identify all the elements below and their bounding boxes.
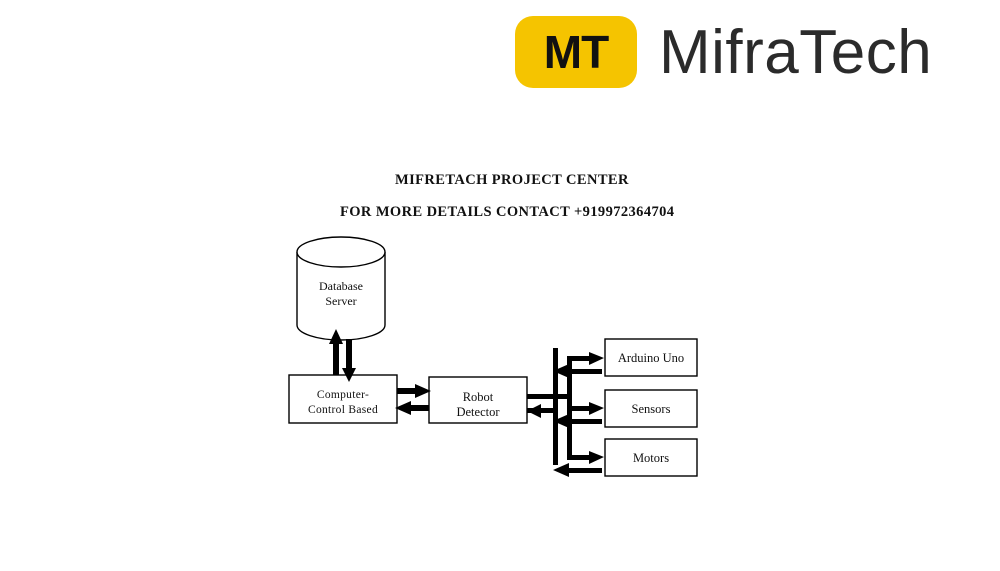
sensors-node bbox=[605, 390, 697, 427]
brand-logo bbox=[515, 16, 932, 88]
robot-detector-label: Robot Detector bbox=[456, 390, 500, 419]
arduino-uno-label: Arduino Uno bbox=[617, 351, 685, 365]
brand-badge-icon bbox=[515, 16, 637, 88]
arrow-motors-to-bus bbox=[553, 463, 602, 477]
arrow-bus-to-arduino bbox=[570, 352, 604, 365]
motors-node bbox=[605, 439, 697, 476]
computer-control-based-label: Computer- Control Based bbox=[307, 389, 379, 416]
arduino-uno-node bbox=[605, 339, 697, 376]
computer-control-based-node bbox=[289, 375, 397, 423]
diagram-graphics bbox=[0, 120, 1000, 571]
arrow-bus-to-motors bbox=[570, 451, 604, 464]
brand-name: MifraTech bbox=[659, 17, 933, 87]
arrow-robot-to-control bbox=[395, 401, 429, 415]
diagram-title-line-1: MIFRETACH PROJECT CENTER bbox=[395, 172, 629, 188]
database-server-label: Database Server bbox=[319, 279, 363, 308]
arrow-sensors-to-bus bbox=[553, 414, 602, 428]
arrow-bus-to-sensors bbox=[570, 402, 604, 415]
sensors-label: Sensors bbox=[631, 402, 671, 416]
diagram-title-line-2: FOR MORE DETAILS CONTACT +919972364704 bbox=[340, 204, 675, 220]
robot-detector-node bbox=[429, 377, 527, 423]
database-server-node bbox=[297, 237, 385, 340]
robot-bus-connector bbox=[527, 394, 569, 418]
brand-badge-label: MT bbox=[543, 26, 609, 78]
arrow-arduino-to-bus bbox=[553, 364, 602, 378]
arrow-control-to-robot bbox=[397, 384, 431, 398]
motors-label: Motors bbox=[632, 451, 670, 465]
bus-lines bbox=[553, 348, 572, 465]
block-diagram bbox=[0, 120, 1000, 571]
